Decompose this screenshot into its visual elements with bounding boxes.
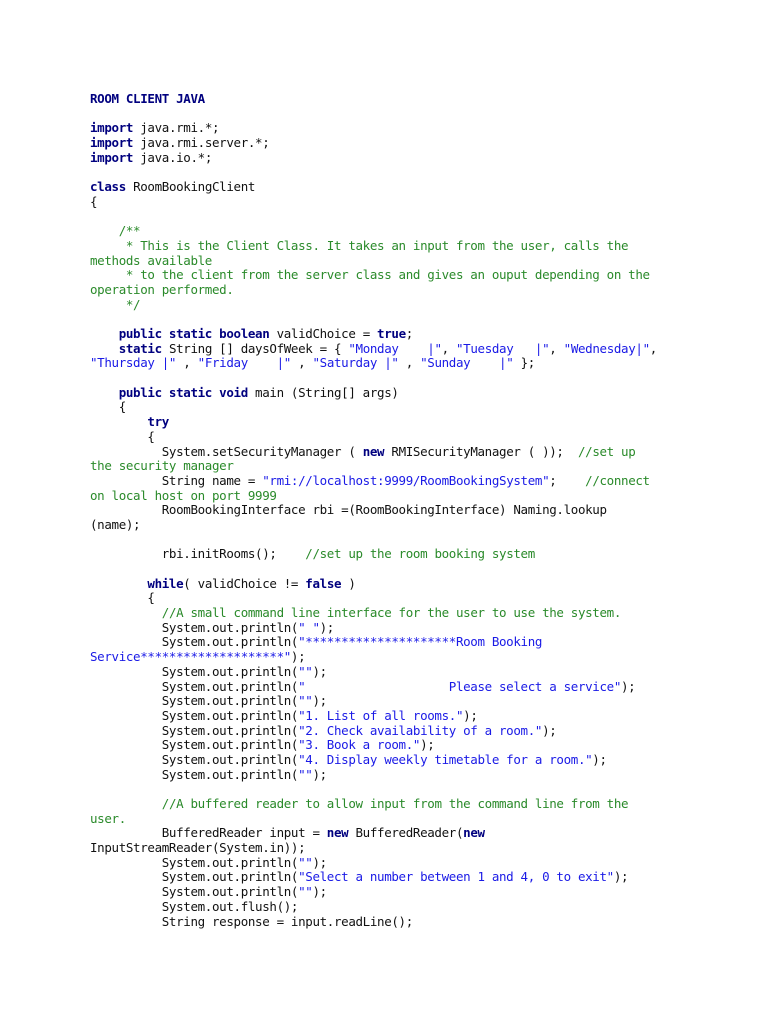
code-line [90, 518, 690, 533]
code-line [90, 459, 690, 474]
code-line [90, 724, 690, 739]
code-text: { [90, 399, 126, 415]
code-text: ); [542, 722, 557, 738]
code-string: "rmi://localhost:9999/RoomBookingSystem" [262, 472, 550, 488]
code-text: ; [405, 326, 413, 341]
code-line [90, 650, 690, 665]
code-line [90, 371, 690, 386]
code-text: RoomBookingClient [125, 179, 256, 195]
code-line [90, 165, 690, 180]
code-comment: operation performed. [90, 281, 234, 297]
code-text: InputStreamReader(System.in)); [90, 840, 306, 856]
code-comment: //connect [585, 472, 650, 488]
code-line [90, 621, 690, 636]
code-text: String [] daysOfWeek = { [161, 340, 349, 356]
code-line [90, 386, 690, 401]
code-line [90, 782, 690, 797]
code-comment: //A small command line interface for the user to use the system. [161, 605, 622, 621]
code-line [90, 915, 690, 930]
code-keyword: import [90, 149, 134, 165]
code-text [90, 326, 119, 341]
code-text: java.rmi.*; [133, 120, 220, 136]
code-text: java.io.*; [133, 149, 212, 165]
code-string: " " [298, 619, 320, 635]
code-text [90, 385, 119, 400]
code-text: System.out.println( [90, 884, 299, 900]
code-keyword: public static void [118, 384, 248, 400]
code-string: " Please select a service" [298, 678, 621, 694]
code-text: BufferedReader input = [90, 825, 327, 841]
code-line [90, 136, 690, 151]
code-line [90, 489, 690, 504]
code-text: RoomBookingInterface rbi =(RoomBookingInterface) Naming.lookup [90, 502, 607, 518]
code-comment: the security manager [90, 458, 234, 474]
code-line [90, 224, 690, 239]
code-text [90, 341, 119, 356]
code-string: "Monday |" [348, 340, 442, 356]
code-line [90, 474, 690, 489]
code-text: ); [592, 751, 607, 767]
code-keyword: class [90, 179, 126, 195]
code-text: System.out.println( [90, 707, 299, 723]
code-string: "*********************Room Booking [298, 634, 543, 650]
code-text: System.out.println( [90, 854, 299, 870]
code-line [90, 400, 690, 415]
code-text: System.out.println( [90, 619, 299, 635]
code-line [90, 121, 690, 136]
code-string: "" [298, 693, 313, 709]
code-comment: /** [90, 223, 141, 239]
code-line [90, 254, 690, 269]
code-line [90, 591, 690, 606]
code-document [90, 92, 690, 929]
code-line [90, 415, 690, 430]
code-string: "3. Book a room." [298, 737, 421, 753]
code-line [90, 210, 690, 225]
code-text: ); [621, 678, 636, 694]
code-text: ); [420, 737, 435, 753]
code-text: main (String[] args) [247, 384, 399, 400]
code-text: ( validChoice != [183, 575, 306, 591]
code-text: System.out.println( [90, 722, 299, 738]
code-line [90, 694, 690, 709]
code-keyword: try [147, 414, 169, 430]
code-text: ); [319, 619, 334, 635]
code-line [90, 856, 690, 871]
code-text: System.setSecurityManager ( [90, 443, 363, 459]
code-string: "2. Check availability of a room." [298, 722, 543, 738]
code-line [90, 870, 690, 885]
code-line [90, 342, 690, 357]
code-keyword: public static boolean [118, 326, 270, 341]
code-text: , [290, 355, 313, 371]
code-text: , [176, 355, 198, 371]
code-line [90, 797, 690, 812]
code-line [90, 841, 690, 856]
code-line [90, 709, 690, 724]
code-line [90, 768, 690, 783]
code-text: ); [312, 693, 327, 709]
code-text: , [441, 340, 456, 356]
code-keyword: import [90, 135, 134, 151]
code-line [90, 533, 690, 548]
code-text: ) [341, 575, 356, 591]
code-text: { [90, 193, 98, 209]
code-line [90, 606, 690, 621]
code-text: ); [613, 869, 629, 885]
code-comment: //set up [577, 443, 636, 459]
code-keyword: new [362, 443, 385, 459]
code-line [90, 239, 690, 254]
code-line [90, 92, 690, 107]
code-text: String name = [90, 472, 263, 488]
code-text: RMISecurityManager ( )); [384, 443, 578, 459]
code-line [90, 430, 690, 445]
code-line [90, 151, 690, 166]
code-line [90, 577, 690, 592]
code-comment: * This is the Client Class. It takes an input from the user, calls the [90, 237, 629, 253]
code-text [90, 796, 162, 811]
code-text: }; [513, 355, 535, 371]
code-text: rbi.initRooms(); [90, 546, 306, 562]
code-text: System.out.println( [90, 737, 299, 753]
code-string: "" [298, 663, 313, 679]
code-string: "" [298, 884, 313, 900]
code-line [90, 503, 690, 518]
code-line [90, 268, 690, 283]
code-line [90, 547, 690, 562]
code-text: , [549, 340, 564, 356]
code-line [90, 312, 690, 327]
code-line [90, 753, 690, 768]
code-string: "Saturday |" [312, 355, 399, 371]
code-line [90, 195, 690, 210]
code-string: "" [298, 854, 313, 870]
code-text: , [649, 340, 657, 356]
code-line [90, 635, 690, 650]
code-comment: */ [90, 296, 141, 312]
code-string: "Sunday |" [420, 355, 514, 371]
code-text: System.out.println( [90, 766, 299, 782]
code-text: ); [463, 707, 478, 723]
code-string: "Select a number between 1 and 4, 0 to exit" [298, 869, 614, 885]
code-text: System.out.println( [90, 751, 299, 767]
code-text: BufferedReader( [348, 825, 464, 841]
code-comment: methods available [90, 252, 212, 268]
code-line [90, 738, 690, 753]
code-string: "Wednesday|" [563, 340, 650, 356]
code-comment: on local host on port 9999 [90, 487, 277, 503]
code-string: "1. List of all rooms." [298, 707, 464, 723]
code-text: System.out.println( [90, 693, 299, 709]
code-line [90, 107, 690, 122]
code-text [90, 605, 162, 620]
code-line [90, 826, 690, 841]
code-text: java.rmi.server.*; [133, 135, 270, 151]
code-comment: //set up the room booking system [305, 546, 535, 562]
code-keyword: ROOM CLIENT JAVA [90, 91, 205, 106]
code-text: { [90, 590, 155, 606]
code-text: System.out.println( [90, 869, 299, 885]
code-text: String response = input.readLine(); [90, 913, 413, 929]
code-text: System.out.flush(); [90, 898, 299, 914]
code-line [90, 680, 690, 695]
code-text: System.out.println( [90, 663, 299, 679]
code-text: ); [312, 663, 327, 679]
code-keyword: import [90, 120, 134, 136]
code-string: "Tuesday |" [456, 340, 550, 356]
code-string: "4. Display weekly timetable for a room." [298, 751, 593, 767]
code-text [90, 576, 147, 591]
code-string: "" [298, 766, 313, 782]
code-keyword: new [463, 825, 485, 841]
code-text: (name); [90, 516, 141, 532]
code-text [90, 414, 147, 429]
code-line [90, 885, 690, 900]
code-line [90, 445, 690, 460]
code-keyword: while [147, 575, 184, 591]
code-keyword: false [305, 575, 342, 591]
code-text: ; [549, 472, 586, 488]
code-text: ); [312, 884, 327, 900]
code-text: System.out.println( [90, 634, 299, 650]
code-text: validChoice = [269, 326, 378, 341]
code-comment: user. [90, 810, 126, 826]
code-string: "Thursday |" [90, 355, 177, 371]
code-keyword: new [326, 825, 349, 841]
code-text: , [398, 355, 421, 371]
code-keyword: true [377, 326, 406, 341]
code-line [90, 562, 690, 577]
code-comment: //A buffered reader to allow input from the command line from the [161, 796, 629, 811]
code-comment: * to the client from the server class and gives an ouput depending on the [90, 267, 650, 283]
code-string: Service********************" [90, 649, 291, 665]
code-text: System.out.println( [90, 678, 299, 694]
code-text: ); [290, 649, 306, 665]
code-line [90, 665, 690, 680]
code-keyword: static [118, 340, 162, 356]
code-text: ); [312, 766, 327, 782]
code-line [90, 812, 690, 827]
code-text: { [90, 428, 155, 444]
code-line [90, 900, 690, 915]
code-line [90, 283, 690, 298]
code-line [90, 356, 690, 371]
code-line [90, 180, 690, 195]
code-line [90, 298, 690, 313]
code-string: "Friday |" [197, 355, 291, 371]
code-text: ); [312, 854, 327, 870]
code-line [90, 327, 690, 342]
